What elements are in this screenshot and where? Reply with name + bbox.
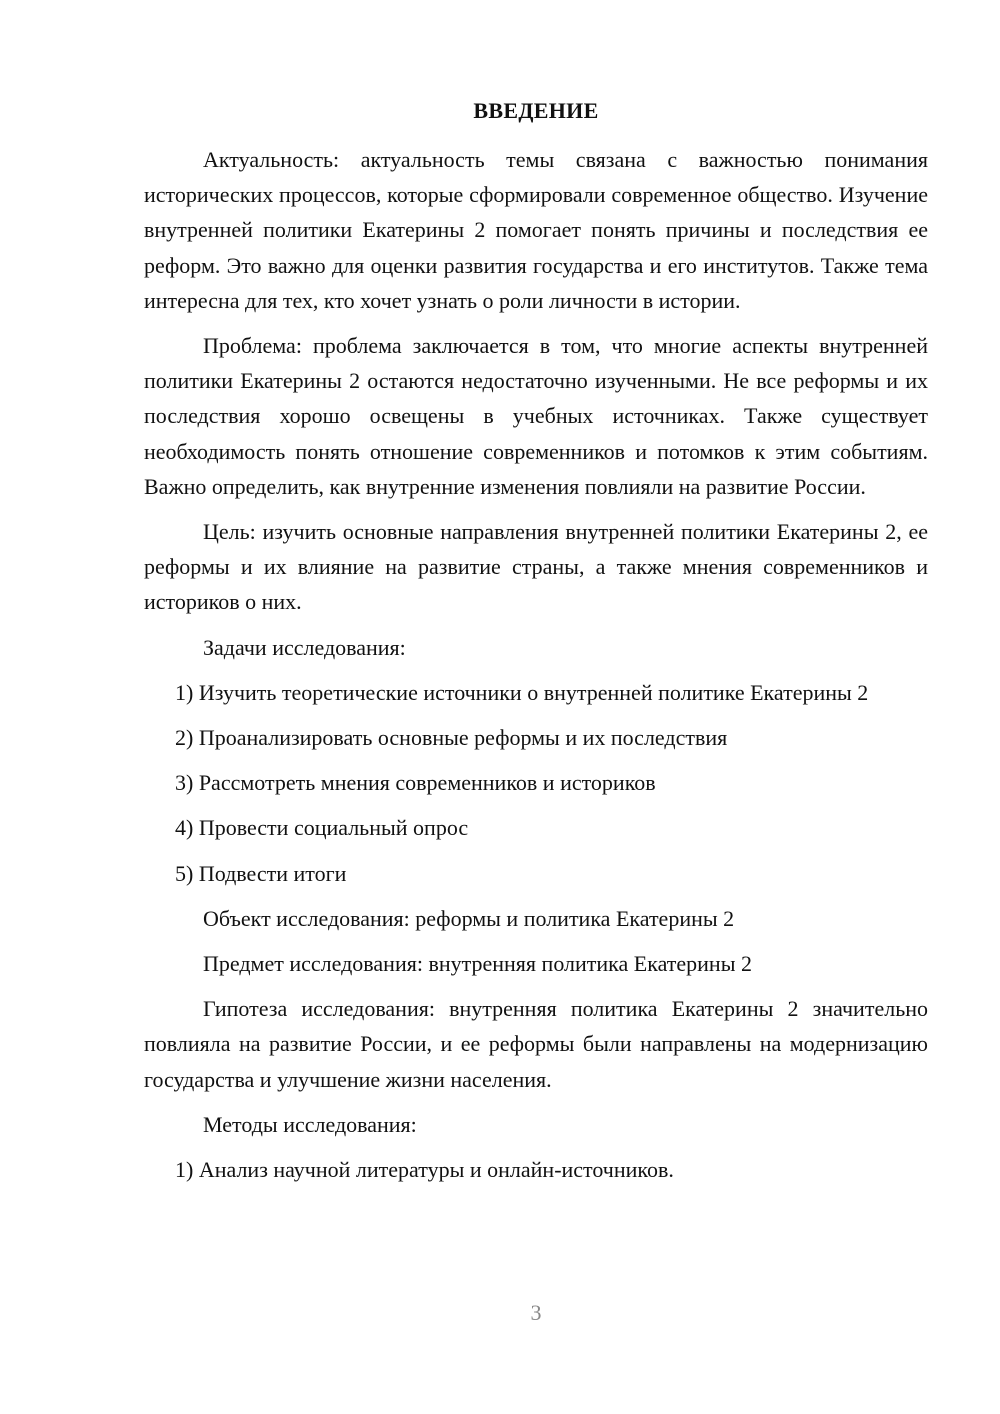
paragraph-problem: Проблема: проблема заключается в том, что многие аспекты внутренней политики Екатерины 2 остаются недостаточно изученными. Не все реформы и их последствия хорошо освещены в учебных источниках. Также существует необходимость понять отношение современников и потомков к этим событиям. Важно определить, как внутренние изменения повлияли на развитие России. [144,333,928,499]
task-item-1: 1) Изучить теоретические источники о внутренней политике Екатерины 2 [175,679,869,705]
document-body [144,142,928,1187]
method-item-1: 1) Анализ научной литературы и онлайн-источников. [175,1157,674,1183]
task-item-4: 4) Провести социальный опрос [175,815,469,841]
paragraph-hypothesis: Гипотеза исследования: внутренняя политика Екатерины 2 значительно повлияла на развитие России, и ее реформы были направлены на модернизацию государства и улучшение жизни населения. [144,996,928,1092]
paragraph-goal: Цель: изучить основные направления внутренней политики Екатерины 2, ее реформы и их влияние на развитие страны, а также мнения современников и историков о них. [144,519,928,615]
task-item-3: 3) Рассмотреть мнения современников и историков [175,770,656,796]
page-title: ВВЕДЕНИЕ [473,98,599,123]
paragraph-subject: Предмет исследования: внутренняя политика Екатерины 2 [203,951,752,977]
task-item-2: 2) Проанализировать основные реформы и их последствия [175,725,728,751]
task-item-5: 5) Подвести итоги [175,860,347,886]
paragraph-relevance: Актуальность: актуальность темы связана с важностью понимания исторических процессов, которые сформировали современное общество. Изучение внутренней политики Екатерины 2 помогает понять причины и последствия ее реформ. Это важно для оценки развития государства и его институтов. Также тема интересна для тех, кто хочет узнать о роли личности в истории. [144,147,928,313]
page-number: 3 [530,1300,542,1325]
paragraph-object: Объект исследования: реформы и политика Екатерины 2 [203,905,735,931]
methods-heading: Методы исследования: [203,1111,417,1137]
tasks-heading: Задачи исследования: [203,634,406,660]
